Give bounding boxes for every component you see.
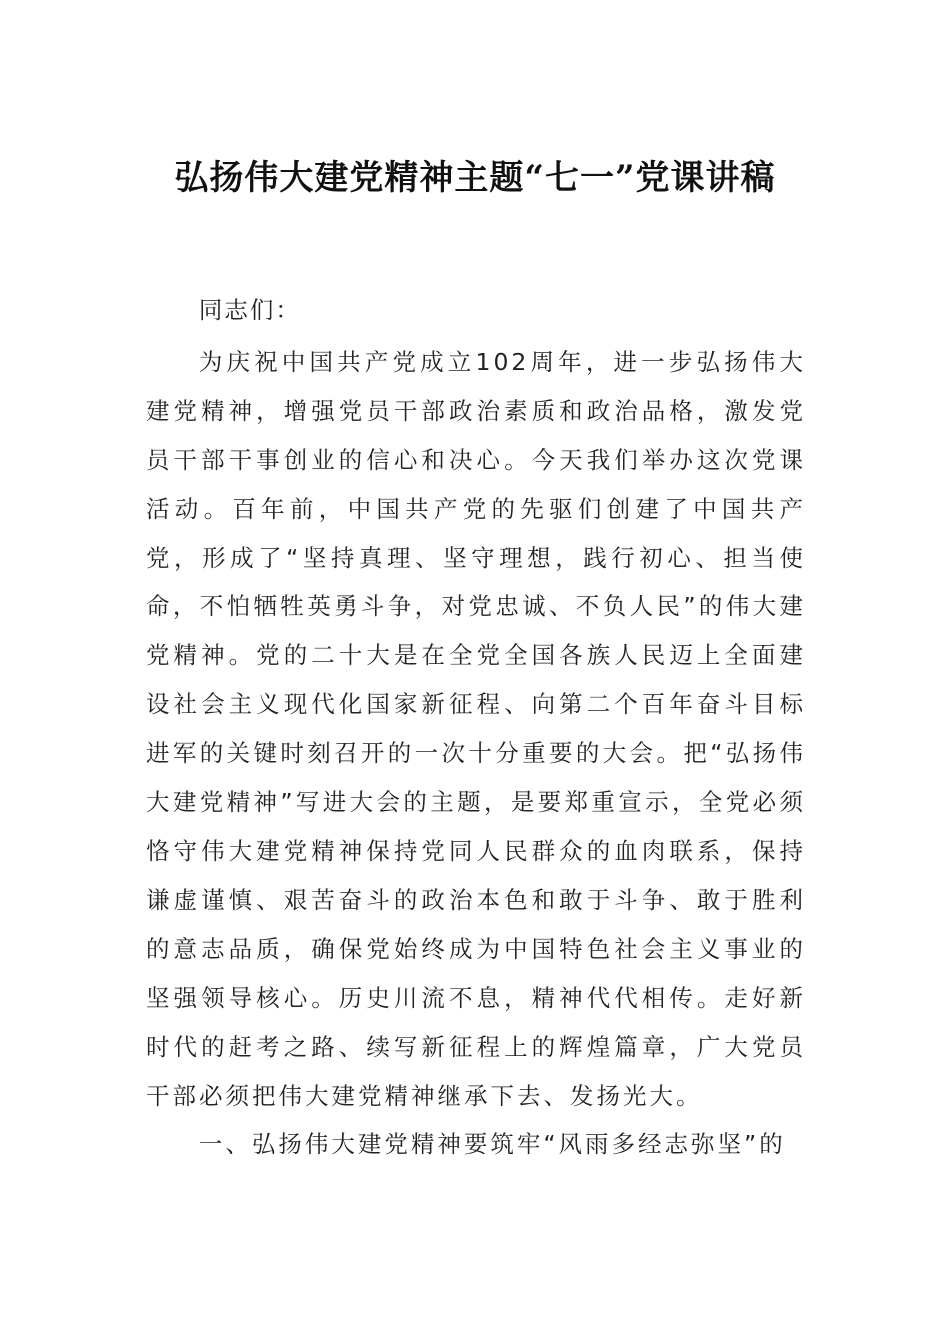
document-title: 弘扬伟大建党精神主题“七一”党课讲稿 [174,158,776,198]
greeting-line: 同志们： [198,296,301,324]
document-body [146,286,806,1169]
paragraph-intro: 为庆祝中国共产党成立102周年，进一步弘扬伟大建党精神，增强党员干部政治素质和政治品格，激发党员干部干事创业的信心和决心。今天我们举办这次党课活动。百年前，中国共产党的先驱们创建了中国共产党，形成了“坚持真理、坚守理想，践行初心、担当使命，不怕牺牲英勇斗争，对党忠诚、不负人民”的伟大建党精神。党的二十大是在全党全国各族人民迈上全面建设社会主义现代化国家新征程、向第二个百年奋斗目标进军的关键时刻召开的一次十分重要的大会。把“弘扬伟大建党精神”写进大会的主题，是要郑重宣示，全党必须恪守伟大建党精神保持党同人民群众的血肉联系，保持谦虚谨慎、艰苦奋斗的政治本色和敢于斗争、敢于胜利的意志品质，确保党始终成为中国特色社会主义事业的坚强领导核心。历史川流不息，精神代代相传。走好新时代的赶考之路、续写新征程上的辉煌篇章，广大党员干部必须把伟大建党精神继承下去、发扬光大。 [146,347,806,1110]
paragraph-section-one-heading: 一、弘扬伟大建党精神要筑牢“风雨多经志弥坚”的 [198,1130,786,1159]
